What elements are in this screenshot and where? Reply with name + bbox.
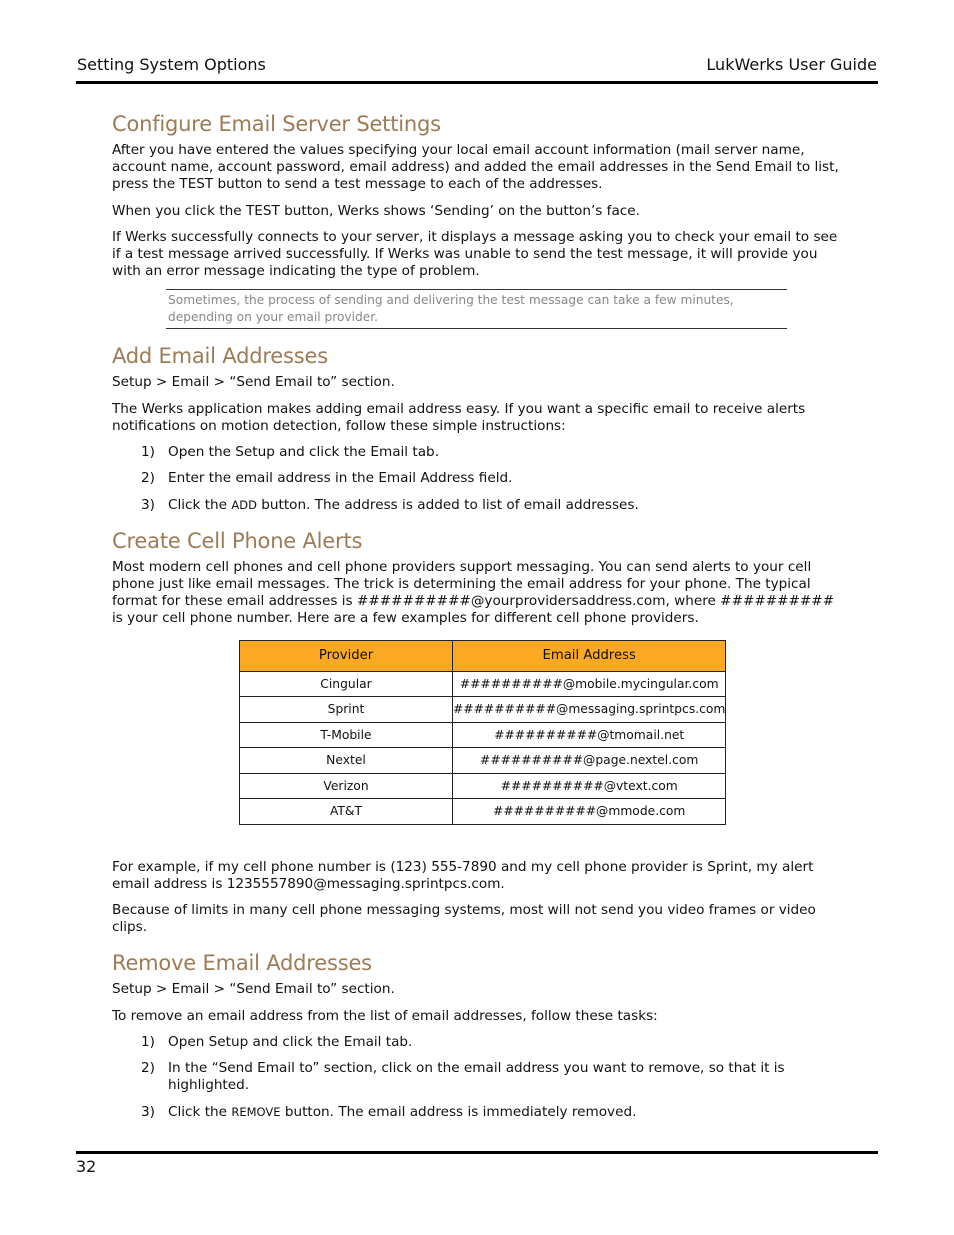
table-row	[240, 697, 726, 723]
step-text: Open the Setup and click the Email tab.	[168, 444, 440, 461]
heading-cell-phone-alerts: Create Cell Phone Alerts	[112, 528, 363, 553]
provider-cell: Sprint	[240, 697, 453, 723]
step-text: Open Setup and click the Email tab.	[168, 1033, 413, 1050]
step-text: Enter the email address in the Email Address field.	[168, 470, 513, 487]
add-intro: The Werks application makes adding email address easy. If you want a specific email to receive alerts notifications on motion detection, follow these simple instructions:	[112, 400, 806, 434]
provider-cell: Verizon	[240, 773, 453, 799]
email-cell: ##########@vtext.com	[453, 773, 726, 799]
email-cell: ##########@page.nextel.com	[453, 748, 726, 774]
configure-paragraph-2: When you click the TEST button, Werks shows ‘Sending’ on the button’s face.	[112, 202, 640, 219]
column-header-provider: Provider	[240, 640, 453, 671]
table-row	[240, 671, 726, 697]
heading-add-email: Add Email Addresses	[112, 344, 328, 369]
provider-table	[239, 640, 726, 825]
remove-intro: To remove an email address from the list of email addresses, follow these tasks:	[112, 1007, 658, 1024]
add-button-ref: ADD	[231, 497, 257, 512]
column-header-email: Email Address	[453, 640, 726, 671]
list-item	[112, 497, 842, 514]
email-cell: ##########@mobile.mycingular.com	[453, 671, 726, 697]
table-row	[240, 722, 726, 748]
step-number: 3)	[141, 1103, 155, 1120]
step-text-pre: Click the	[168, 496, 232, 513]
table-header-row	[240, 640, 726, 671]
heading-configure-email: Configure Email Server Settings	[112, 112, 441, 136]
table-row	[240, 773, 726, 799]
configure-paragraph-1: After you have entered the values specifying your local email account information (mail server name, account name, account password, email address) and added the email addresses in the Send Email to list, press the TEST button to send a test message to each of the addresses.	[112, 142, 839, 193]
email-cell: ##########@mmode.com	[453, 799, 726, 825]
email-cell: ##########@tmomail.net	[453, 722, 726, 748]
list-item	[112, 444, 842, 461]
page-content	[112, 111, 842, 1135]
list-item	[112, 1034, 842, 1051]
add-steps-list	[112, 444, 842, 514]
provider-cell: Nextel	[240, 748, 453, 774]
cell-limits: Because of limits in many cell phone messaging systems, most will not send you video frames or video clips.	[112, 902, 816, 936]
note-box: Sometimes, the process of sending and delivering the test message can take a few minutes, depending on your email provider.	[166, 289, 787, 329]
provider-cell: T-Mobile	[240, 722, 453, 748]
page-header	[76, 55, 878, 84]
remove-menu-path: Setup > Email > “Send Email to” section.	[112, 981, 395, 998]
page-number: 32	[76, 1157, 97, 1176]
list-item	[112, 1104, 842, 1121]
header-section-title: Setting System Options	[77, 55, 266, 74]
footer-rule	[76, 1151, 878, 1154]
step-number: 2)	[141, 470, 155, 487]
step-number: 1)	[141, 1033, 155, 1050]
header-guide-title: LukWerks User Guide	[706, 55, 877, 74]
add-menu-path: Setup > Email > “Send Email to” section.	[112, 374, 395, 391]
provider-cell: Cingular	[240, 671, 453, 697]
list-item	[112, 1060, 842, 1094]
step-text: In the “Send Email to” section, click on the email address you want to remove, so that it is highlighted.	[168, 1060, 785, 1094]
step-text-post: button. The email address is immediately removed.	[280, 1103, 637, 1120]
remove-button-ref: REMOVE	[231, 1104, 281, 1119]
step-text-pre: Click the	[168, 1103, 232, 1120]
cell-example: For example, if my cell phone number is (123) 555-7890 and my cell phone provider is Sprint, my alert email address is 1235557890@messaging.sprintpcs.com.	[112, 858, 814, 892]
step-number: 3)	[141, 496, 155, 513]
step-number: 1)	[141, 444, 155, 461]
provider-cell: AT&T	[240, 799, 453, 825]
heading-remove-email: Remove Email Addresses	[112, 951, 372, 976]
table-row	[240, 748, 726, 774]
step-text-post: button. The address is added to list of email addresses.	[256, 496, 639, 513]
list-item	[112, 470, 842, 487]
table-row	[240, 799, 726, 825]
remove-steps-list	[112, 1034, 842, 1121]
step-number: 2)	[141, 1060, 155, 1077]
cell-intro: Most modern cell phones and cell phone providers support messaging. You can send alerts to your cell phone just like email messages. The trick is determining the email address for your phone. The typical format for these email addresses is ##########@yourprovidersaddress.com, where ########## is your cell phone number. Here are a few examples for different cell phone providers.	[112, 558, 835, 627]
configure-paragraph-3: If Werks successfully connects to your server, it displays a message asking you to check your email to see if a test message arrived successfully. If Werks was unable to send the test message, it will provide you with an error message indicating the type of problem.	[112, 228, 838, 280]
email-cell: ##########@messaging.sprintpcs.com	[453, 697, 726, 723]
